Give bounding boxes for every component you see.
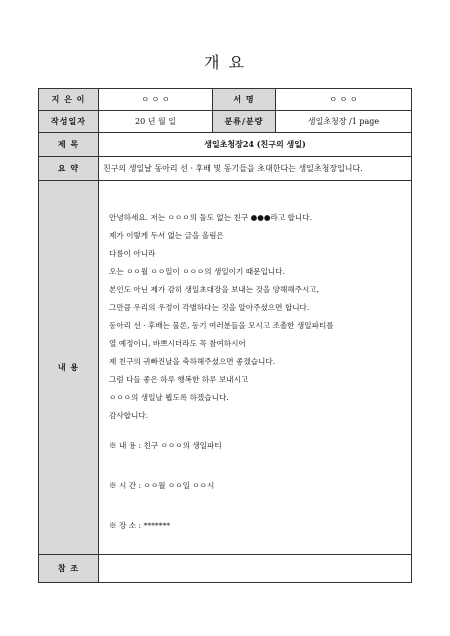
content-label: 내 용 (39, 181, 99, 555)
date-label: 작성일자 (39, 111, 99, 133)
signature-label: 서 명 (213, 89, 276, 111)
content-line: 다름이 아니라 (109, 249, 156, 258)
content-line: 그만큼 우리의 우정이 각별하다는 것을 알아주셨으면 합니다. (109, 303, 310, 312)
document-table (38, 88, 412, 583)
category-value: 생일초청장 /1 page (276, 111, 412, 133)
summary-label: 요 약 (39, 157, 99, 181)
subject-row (39, 133, 412, 157)
event-content-item: ※ 내 용 : 친구 ㅇㅇㅇ의 생일파티 (109, 441, 222, 450)
author-value: ㅇ ㅇ ㅇ (99, 89, 213, 111)
content-line: 열 예정이니, 바쁘시더라도 꼭 참여하시어 (109, 339, 246, 348)
content-cell (99, 181, 412, 555)
summary-value: 친구의 생일날 동아리 선 · 후배 및 동기들을 초대한다는 생일초청장입니다. (99, 157, 412, 181)
content-line: 제가 이렇게 두서 없는 글을 올림은 (109, 231, 224, 240)
author-label: 지 은 이 (39, 89, 99, 111)
summary-row (39, 157, 412, 181)
content-line: 본인도 아닌 제가 감히 생일초대장을 보내는 것을 양해해주시고, (109, 285, 320, 294)
author-row (39, 89, 412, 111)
content-line: 동아리 선 · 후배는 물론, 동기 여러분들을 모시고 조촐한 생일파티를 (109, 321, 334, 330)
content-line: 그럼 다들 좋은 하루 행복한 하루 보내시고 (109, 375, 249, 384)
content-line: 오는 ㅇㅇ월 ㅇㅇ일이 ㅇㅇㅇ의 생일이기 때문입니다. (109, 267, 285, 276)
content-row (39, 181, 412, 555)
content-line: 제 친구의 귀빠진날을 축하해주셨으면 좋겠습니다. (109, 357, 276, 366)
reference-row (39, 555, 412, 583)
date-row (39, 111, 412, 133)
content-body (109, 181, 411, 535)
page-title: 개 요 (204, 53, 246, 72)
signature-value: ㅇ ㅇ ㅇ (276, 89, 412, 111)
date-value: 20 년 월 일 (99, 111, 213, 133)
reference-label: 참 조 (39, 555, 99, 583)
category-label: 분류/분량 (213, 111, 276, 133)
reference-value (99, 555, 412, 583)
content-line: 감사합니다. (109, 411, 149, 420)
subject-label: 제 목 (39, 133, 99, 157)
event-place-item: ※ 장 소 : ******* (109, 521, 171, 530)
content-line: ㅇㅇㅇ의 생일날 뵙도록 하겠습니다. (109, 393, 229, 402)
event-time-item: ※ 시 간 : ㅇㅇ월 ㅇㅇ일 ㅇㅇ시 (109, 481, 215, 490)
content-line: 안녕하세요. 저는 ㅇㅇㅇ의 둘도 없는 친구 ●●●라고 합니다. (109, 213, 312, 222)
subject-value: 생일초청장24 (친구의 생일) (99, 133, 412, 157)
